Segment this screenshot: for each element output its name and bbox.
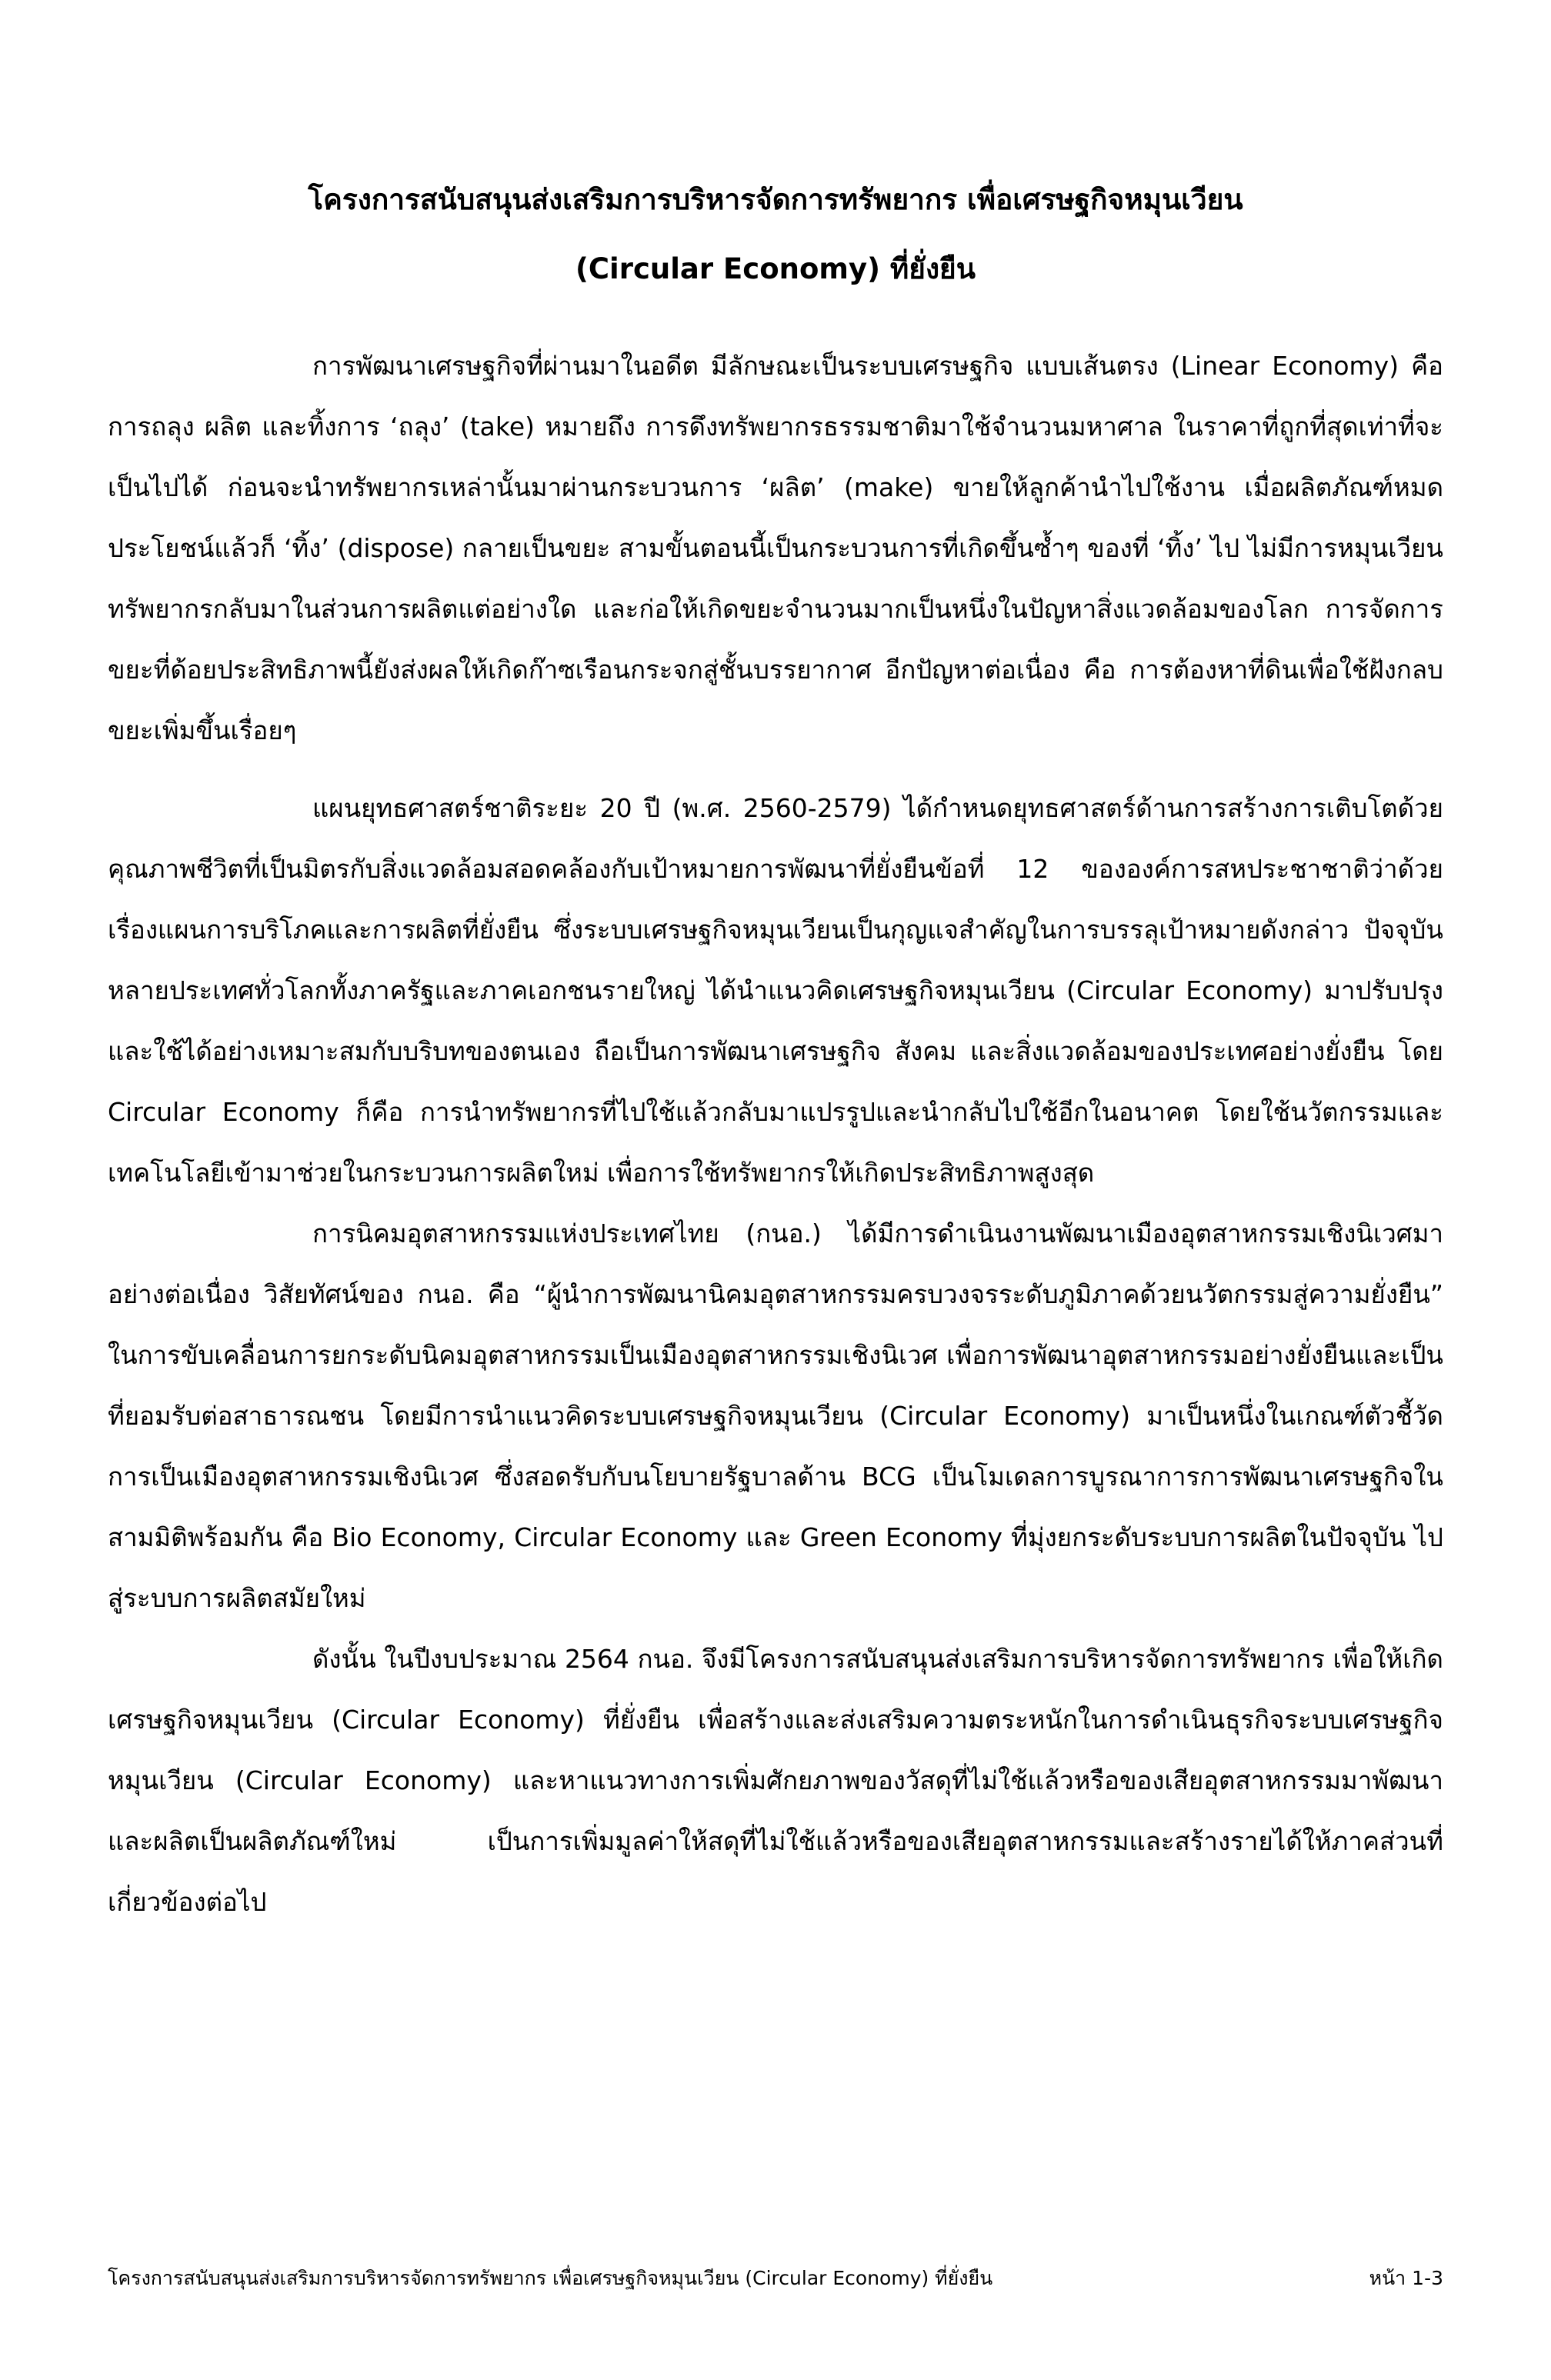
paragraph-linear-economy: การพัฒนาเศรษฐกิจที่ผ่านมาในอดีต มีลักษณะเป็นระบบเศรษฐกิจ แบบเส้นตรง (Linear Economy) คือ การถลุง ผลิต และทิ้งการ ‘ถลุง’ (take) หมายถึง การดึงทรัพยากรธรรมชาติมาใช้จำนวนมหาศาล ในราคาที่ถูกที่สุดเท่าที่จะเป็นไปได้ ก่อนจะนำทรัพยากรเหล่านั้นมาผ่านกระบวนการ ‘ผลิต’ (make) ขายให้ลูกค้านำไปใช้งาน เมื่อผลิตภัณฑ์หมดประโยชน์แล้วก็ ‘ทิ้ง’ (dispose) กลายเป็นขยะ สามขั้นตอนนี้เป็นกระบวนการที่เกิดขึ้นซ้ำๆ ของที่ ‘ทิ้ง’ ไป ไม่มีการหมุนเวียนทรัพยากรกลับมาในส่วนการผลิตแต่อย่างใด และก่อให้เกิดขยะจำนวนมากเป็นหนึ่งในปัญหาสิ่งแวดล้อมของโลก การจัดการขยะที่ด้อยประสิทธิภาพนี้ยังส่งผลให้เกิดก๊าซเรือนกระจกสู่ชั้นบรรยากาศ อีกปัญหาต่อเนื่อง คือ การต้องหาที่ดินเพื่อใช้ฝังกลบขยะเพิ่มขึ้นเรื่อยๆ [108, 351, 1443, 745]
page-footer [108, 2265, 1443, 2292]
document-body [108, 335, 1443, 1932]
footer-page-number: หน้า 1-3 [1369, 2267, 1443, 2289]
paragraph-project-2564: ดังนั้น ในปีงบประมาณ 2564 กนอ. จึงมีโครงการสนับสนุนส่งเสริมการบริหารจัดการทรัพยากร เพื่อให้เกิดเศรษฐกิจหมุนเวียน (Circular Economy) ที่ยั่งยืน เพื่อสร้างและส่งเสริมความตระหนักในการดำเนินธุรกิจระบบเศรษฐกิจหมุนเวียน (Circular Economy) และหาแนวทางการเพิ่มศักยภาพของวัสดุที่ไม่ใช้แล้วหรือของเสียอุตสาหกรรมมาพัฒนาและผลิตเป็นผลิตภัณฑ์ใหม่ เป็นการเพิ่มมูลค่าให้สดุที่ไม่ใช้แล้วหรือของเสียอุตสาหกรรมและสร้างรายได้ให้ภาคส่วนที่เกี่ยวข้องต่อไป [108, 1644, 1443, 1917]
document-title-line-2: (Circular Economy) ที่ยั่งยืน [575, 252, 976, 285]
footer-project-title: โครงการสนับสนุนส่งเสริมการบริหารจัดการทรัพยากร เพื่อเศรษฐกิจหมุนเวียน (Circular Economy) ที่ยั่งยืน [108, 2267, 993, 2289]
document-title-line-1: โครงการสนับสนุนส่งเสริมการบริหารจัดการทรัพยากร เพื่อเศรษฐกิจหมุนเวียน [308, 183, 1243, 216]
paragraph-national-strategy: แผนยุทธศาสตร์ชาติระยะ 20 ปี (พ.ศ. 2560-2579) ได้กำหนดยุทธศาสตร์ด้านการสร้างการเติบโตด้วยคุณภาพชีวิตที่เป็นมิตรกับสิ่งแวดล้อมสอดคล้องกับเป้าหมายการพัฒนาที่ยั่งยืนข้อที่ 12 ขององค์การสหประชาชาติว่าด้วยเรื่องแผนการบริโภคและการผลิตที่ยั่งยืน ซึ่งระบบเศรษฐกิจหมุนเวียนเป็นกุญแจสำคัญในการบรรลุเป้าหมายดังกล่าว ปัจจุบันหลายประเทศทั่วโลกทั้งภาครัฐและภาคเอกชนรายใหญ่ ได้นำแนวคิดเศรษฐกิจหมุนเวียน (Circular Economy) มาปรับปรุงและใช้ได้อย่างเหมาะสมกับบริบทของตนเอง ถือเป็นการพัฒนาเศรษฐกิจ สังคม และสิ่งแวดล้อมของประเทศอย่างยั่งยืน โดย Circular Economy ก็คือ การนำทรัพยากรที่ไปใช้แล้วกลับมาแปรรูปและนำกลับไปใช้อีกในอนาคต โดยใช้นวัตกรรมและเทคโนโลยีเข้ามาช่วยในกระบวนการผลิตใหม่ เพื่อการใช้ทรัพยากรให้เกิดประสิทธิภาพสูงสุด [108, 793, 1443, 1188]
paragraph-ieat-eco-industrial: การนิคมอุตสาหกรรมแห่งประเทศไทย (กนอ.) ได้มีการดำเนินงานพัฒนาเมืองอุตสาหกรรมเชิงนิเวศมาอย่างต่อเนื่อง วิสัยทัศน์ของ กนอ. คือ “ผู้นำการพัฒนานิคมอุตสาหกรรมครบวงจรระดับภูมิภาคด้วยนวัตกรรมสู่ความยั่งยืน” ในการขับเคลื่อนการยกระดับนิคมอุตสาหกรรมเป็นเมืองอุตสาหกรรมเชิงนิเวศ เพื่อการพัฒนาอุตสาหกรรมอย่างยั่งยืนและเป็นที่ยอมรับต่อสาธารณชน โดยมีการนำแนวคิดระบบเศรษฐกิจหมุนเวียน (Circular Economy) มาเป็นหนึ่งในเกณฑ์ตัวชี้วัดการเป็นเมืองอุตสาหกรรมเชิงนิเวศ ซึ่งสอดรับกับนโยบายรัฐบาลด้าน BCG เป็นโมเดลการบูรณาการการพัฒนาเศรษฐกิจในสามมิติพร้อมกัน คือ Bio Economy, Circular Economy และ Green Economy ที่มุ่งยกระดับระบบการผลิตในปัจจุบัน ไปสู่ระบบการผลิตสมัยใหม่ [108, 1218, 1443, 1613]
